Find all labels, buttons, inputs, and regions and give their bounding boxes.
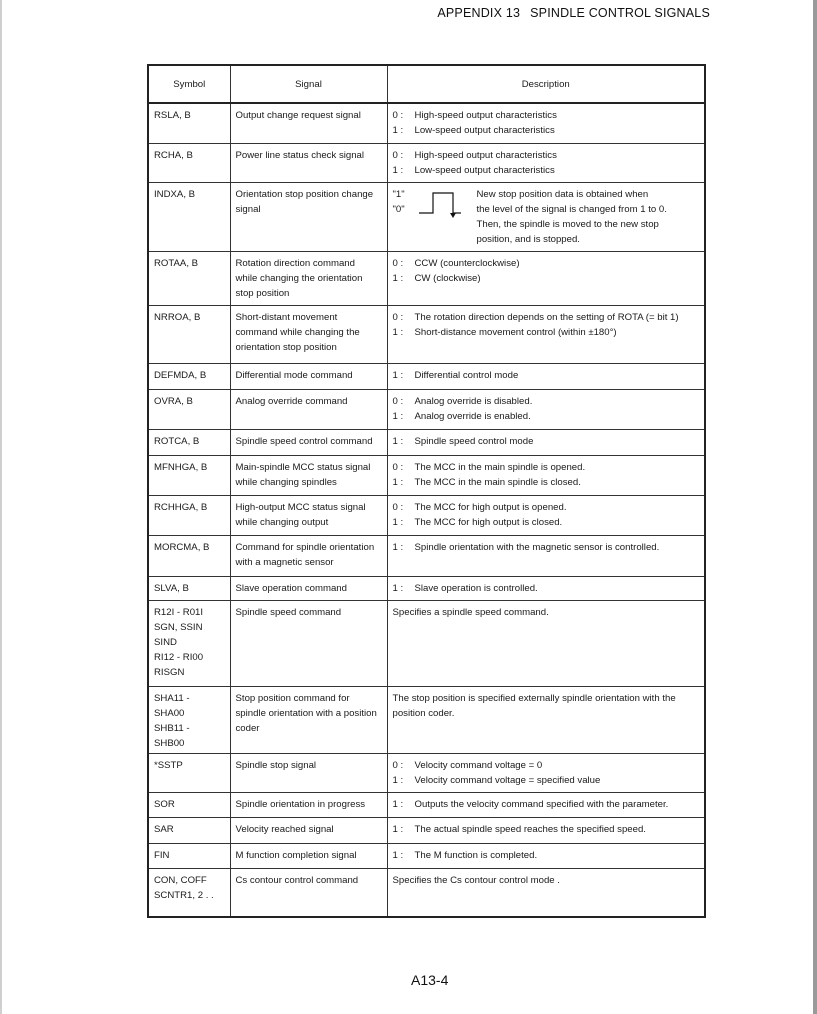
symbol-text: SIND	[154, 636, 177, 648]
symbol-text: CON, COFF	[154, 874, 207, 886]
table-row	[148, 251, 705, 305]
description-text: position coder.	[392, 707, 455, 719]
signal-cell	[230, 429, 387, 455]
state-value: 1 :	[392, 774, 404, 786]
state-value: 1 :	[392, 516, 404, 528]
signal-text: Main-spindle MCC status signal	[235, 461, 371, 473]
description-text: Differential control mode	[414, 369, 519, 381]
description-line	[393, 475, 701, 490]
description-line	[393, 706, 701, 721]
signal-text: orientation stop position	[235, 341, 337, 353]
column-header-symbol: Symbol	[148, 65, 230, 103]
description-text: Outputs the velocity command specified with the parameter.	[414, 798, 669, 810]
description-cell	[387, 251, 705, 305]
signal-text: Output change request signal	[235, 110, 361, 121]
symbol-cell	[148, 868, 230, 917]
description-cell	[387, 753, 705, 792]
description-cell	[387, 495, 705, 535]
symbol-cell	[148, 429, 230, 455]
symbol-text: RCHHGA, B	[154, 501, 208, 513]
signal-text: Slave operation command	[235, 582, 347, 594]
description-line	[393, 394, 701, 409]
state-value: 0 :	[392, 395, 404, 407]
column-header-signal: Signal	[230, 65, 387, 103]
description-cell	[387, 792, 705, 817]
description-cell	[387, 868, 705, 917]
description-text: the level of the signal is changed from 1 to 0.	[476, 203, 667, 215]
description-line	[393, 500, 701, 515]
description-text: The MCC in the main spindle is closed.	[414, 476, 581, 488]
orientation-description	[477, 187, 697, 247]
symbol-text: SHB00	[154, 737, 185, 749]
symbol-cell	[148, 535, 230, 576]
signal-text: Spindle speed command	[235, 606, 342, 618]
signal-text: High-output MCC status signal	[235, 501, 366, 513]
signal-cell	[230, 495, 387, 535]
signal-cell	[230, 535, 387, 576]
symbol-cell	[148, 389, 230, 429]
description-cell	[387, 389, 705, 429]
description-cell	[387, 103, 705, 143]
description-text: Velocity command voltage = specified value	[414, 774, 601, 786]
symbol-text: SHA11 -	[154, 692, 190, 704]
description-cell	[387, 455, 705, 495]
signal-cell	[230, 843, 387, 868]
description-text: Low-speed output characteristics	[414, 125, 555, 136]
symbol-text: SHA00	[154, 707, 185, 719]
signal-cell	[230, 363, 387, 389]
symbol-text: MFNHGA, B	[154, 461, 208, 473]
table-row	[148, 389, 705, 429]
table-row	[148, 600, 705, 686]
column-header-description: Description	[387, 65, 705, 103]
description-text: The MCC for high output is closed.	[414, 516, 563, 528]
symbol-cell	[148, 251, 230, 305]
state-value: 0 :	[392, 759, 404, 771]
state-value: 1 :	[392, 435, 404, 447]
description-text: CCW (counterclockwise)	[414, 257, 520, 269]
signal-text: stop position	[235, 287, 290, 299]
description-text: High-speed output characteristics	[414, 149, 557, 161]
state-value: 1 :	[392, 582, 404, 594]
description-line	[393, 822, 701, 837]
description-cell	[387, 686, 705, 753]
description-line	[393, 325, 701, 340]
signal-text: Spindle speed control command	[235, 435, 373, 447]
symbol-cell	[148, 817, 230, 843]
symbol-cell	[148, 843, 230, 868]
page-number: A13-4	[411, 972, 449, 988]
signal-text: Spindle orientation in progress	[235, 798, 366, 810]
description-line	[393, 123, 701, 138]
table-row	[148, 817, 705, 843]
page-left-edge	[0, 0, 2, 1014]
description-cell	[387, 535, 705, 576]
symbol-text: MORCMA, B	[154, 541, 210, 553]
symbol-text: SCNTR1, 2 . .	[154, 889, 214, 901]
table-row	[148, 103, 705, 143]
description-cell	[387, 600, 705, 686]
page-right-edge	[813, 0, 817, 1014]
description-text: Specifies the Cs contour control mode .	[392, 874, 560, 886]
state-value: 0 :	[392, 110, 404, 121]
description-line	[393, 163, 701, 178]
signal-cell	[230, 103, 387, 143]
symbol-text: FIN	[154, 849, 170, 861]
description-line	[393, 540, 701, 555]
description-line	[393, 773, 701, 788]
signal-text: Analog override command	[235, 395, 348, 407]
description-cell	[387, 843, 705, 868]
description-line	[393, 797, 701, 812]
description-line	[393, 758, 701, 773]
description-text: The rotation direction depends on the setting of ROTA (= bit 1)	[414, 311, 679, 323]
signal-cell	[230, 182, 387, 251]
state-value: 1 :	[392, 541, 404, 553]
description-text: High-speed output characteristics	[414, 110, 557, 121]
table-row	[148, 535, 705, 576]
description-line	[393, 848, 701, 863]
signal-text: Velocity reached signal	[235, 823, 334, 835]
description-line	[393, 148, 701, 163]
symbol-cell	[148, 363, 230, 389]
falling-edge-pulse-icon	[415, 189, 465, 219]
description-text: Low-speed output characteristics	[414, 164, 555, 176]
state-value: 0 :	[392, 501, 404, 513]
signal-text: Command for spindle orientation	[235, 541, 375, 553]
signal-text: command while changing the	[235, 326, 360, 338]
spindle-signals-table	[147, 64, 706, 918]
description-cell	[387, 576, 705, 600]
symbol-text: SLVA, B	[154, 582, 189, 594]
symbol-cell	[148, 143, 230, 182]
table-header-row	[148, 65, 705, 103]
state-value: 1 :	[392, 823, 404, 835]
description-cell	[387, 429, 705, 455]
table-row	[148, 363, 705, 389]
level-zero-label: "0"	[392, 203, 405, 215]
description-text: The MCC for high output is opened.	[414, 501, 567, 513]
signal-text: Cs contour control command	[235, 874, 359, 886]
symbol-cell	[148, 455, 230, 495]
description-text: Spindle speed control mode	[414, 435, 534, 447]
description-line	[393, 409, 701, 424]
description-text: Specifies a spindle speed command.	[392, 606, 549, 618]
table-row	[148, 868, 705, 917]
state-value: 1 :	[392, 272, 404, 284]
symbol-text: SOR	[154, 798, 175, 810]
table-body	[148, 103, 705, 917]
description-text: The M function is completed.	[414, 849, 538, 861]
table-row	[148, 455, 705, 495]
table-row	[148, 753, 705, 792]
symbol-cell	[148, 792, 230, 817]
signal-cell	[230, 600, 387, 686]
state-value: 0 :	[392, 311, 404, 323]
signal-text: with a magnetic sensor	[235, 556, 334, 568]
symbol-cell	[148, 495, 230, 535]
state-value: 0 :	[392, 257, 404, 269]
table-row	[148, 576, 705, 600]
description-line	[393, 460, 701, 475]
description-text: Spindle orientation with the magnetic sensor is controlled.	[414, 541, 660, 553]
symbol-text: SAR	[154, 823, 174, 835]
description-text: New stop position data is obtained when	[476, 188, 649, 200]
signal-text: M function completion signal	[235, 849, 357, 861]
signal-text: spindle orientation with a position	[235, 707, 377, 719]
description-line	[393, 271, 701, 286]
description-text: Analog override is enabled.	[414, 410, 531, 422]
symbol-text: INDXA, B	[154, 188, 196, 200]
description-text: The actual spindle speed reaches the specified speed.	[414, 823, 646, 835]
description-line	[393, 434, 701, 449]
table-row	[148, 143, 705, 182]
signal-cell	[230, 753, 387, 792]
description-line	[393, 310, 701, 325]
symbol-text: RI12 - RI00	[154, 651, 204, 663]
table-row	[148, 429, 705, 455]
symbol-text: SHB11 -	[154, 722, 190, 734]
description-line	[393, 581, 701, 596]
symbol-text: SGN, SSIN	[154, 621, 203, 633]
state-value: 1 :	[392, 369, 404, 381]
description-text: CW (clockwise)	[414, 272, 481, 284]
symbol-text: DEFMDA, B	[154, 369, 207, 381]
signal-text: while changing output	[235, 516, 329, 528]
state-value: 1 :	[392, 125, 404, 136]
description-text: Short-distance movement control (within ±180°)	[414, 326, 617, 338]
description-line	[393, 368, 701, 383]
state-value: 1 :	[392, 326, 404, 338]
state-value: 1 :	[392, 476, 404, 488]
signal-cell	[230, 143, 387, 182]
symbol-text: ROTAA, B	[154, 257, 199, 269]
description-cell	[387, 305, 705, 363]
symbol-text: RSLA, B	[154, 110, 191, 121]
page-header	[437, 6, 710, 20]
signal-cell	[230, 455, 387, 495]
symbol-cell	[148, 576, 230, 600]
description-text: position, and is stopped.	[476, 233, 580, 245]
table-row	[148, 792, 705, 817]
signal-cell	[230, 305, 387, 363]
state-value: 1 :	[392, 849, 404, 861]
description-line	[393, 256, 701, 271]
appendix-label: APPENDIX 13	[437, 6, 521, 20]
signal-cell	[230, 251, 387, 305]
description-text: The MCC in the main spindle is opened.	[414, 461, 586, 473]
description-cell	[387, 182, 705, 251]
signal-text: Short-distant movement	[235, 311, 338, 323]
description-text: The stop position is specified externally spindle orientation with the	[392, 692, 676, 704]
table-row	[148, 305, 705, 363]
description-line	[393, 108, 701, 123]
signal-cell	[230, 686, 387, 753]
signal-cell	[230, 817, 387, 843]
signal-cell	[230, 576, 387, 600]
symbol-text: ROTCA, B	[154, 435, 200, 447]
signal-text: coder	[235, 722, 260, 734]
symbol-cell	[148, 686, 230, 753]
symbol-cell	[148, 103, 230, 143]
symbol-cell	[148, 753, 230, 792]
table-row	[148, 686, 705, 753]
description-line	[393, 515, 701, 530]
state-value: 0 :	[392, 461, 404, 473]
signal-text: Orientation stop position change	[235, 188, 374, 200]
signal-text: Power line status check signal	[235, 149, 365, 161]
symbol-cell	[148, 305, 230, 363]
signal-cell	[230, 389, 387, 429]
description-line	[393, 873, 701, 888]
symbol-text: RCHA, B	[154, 149, 193, 161]
signal-text: while changing the orientation	[235, 272, 363, 284]
state-value: 1 :	[392, 410, 404, 422]
description-text: Analog override is disabled.	[414, 395, 533, 407]
signal-text: Differential mode command	[235, 369, 353, 381]
appendix-title: SPINDLE CONTROL SIGNALS	[530, 6, 710, 20]
symbol-text: *SSTP	[154, 759, 183, 771]
description-cell	[387, 817, 705, 843]
signal-text: Rotation direction command	[235, 257, 355, 269]
signal-text: Stop position command for	[235, 692, 350, 704]
table-row	[148, 843, 705, 868]
description-text: Velocity command voltage = 0	[414, 759, 543, 771]
table-row	[148, 495, 705, 535]
signal-cell	[230, 868, 387, 917]
state-value: 1 :	[392, 164, 404, 176]
signal-text: while changing spindles	[235, 476, 337, 488]
description-text: Slave operation is controlled.	[414, 582, 538, 594]
orientation-timing-block	[393, 187, 701, 249]
signal-text: Spindle stop signal	[235, 759, 317, 771]
symbol-text: R12I - R01I	[154, 606, 204, 618]
state-value: 1 :	[392, 798, 404, 810]
symbol-text: RISGN	[154, 666, 185, 678]
symbol-cell	[148, 600, 230, 686]
description-cell	[387, 143, 705, 182]
signal-cell	[230, 792, 387, 817]
description-text: Then, the spindle is moved to the new stop	[476, 218, 659, 230]
symbol-cell	[148, 182, 230, 251]
description-cell	[387, 363, 705, 389]
symbol-text: NRROA, B	[154, 311, 201, 323]
table-row	[148, 182, 705, 251]
signal-text: signal	[235, 203, 261, 215]
description-line	[393, 605, 701, 620]
symbol-text: OVRA, B	[154, 395, 193, 407]
description-line	[393, 691, 701, 706]
level-one-label: "1"	[392, 188, 405, 200]
state-value: 0 :	[392, 149, 404, 161]
